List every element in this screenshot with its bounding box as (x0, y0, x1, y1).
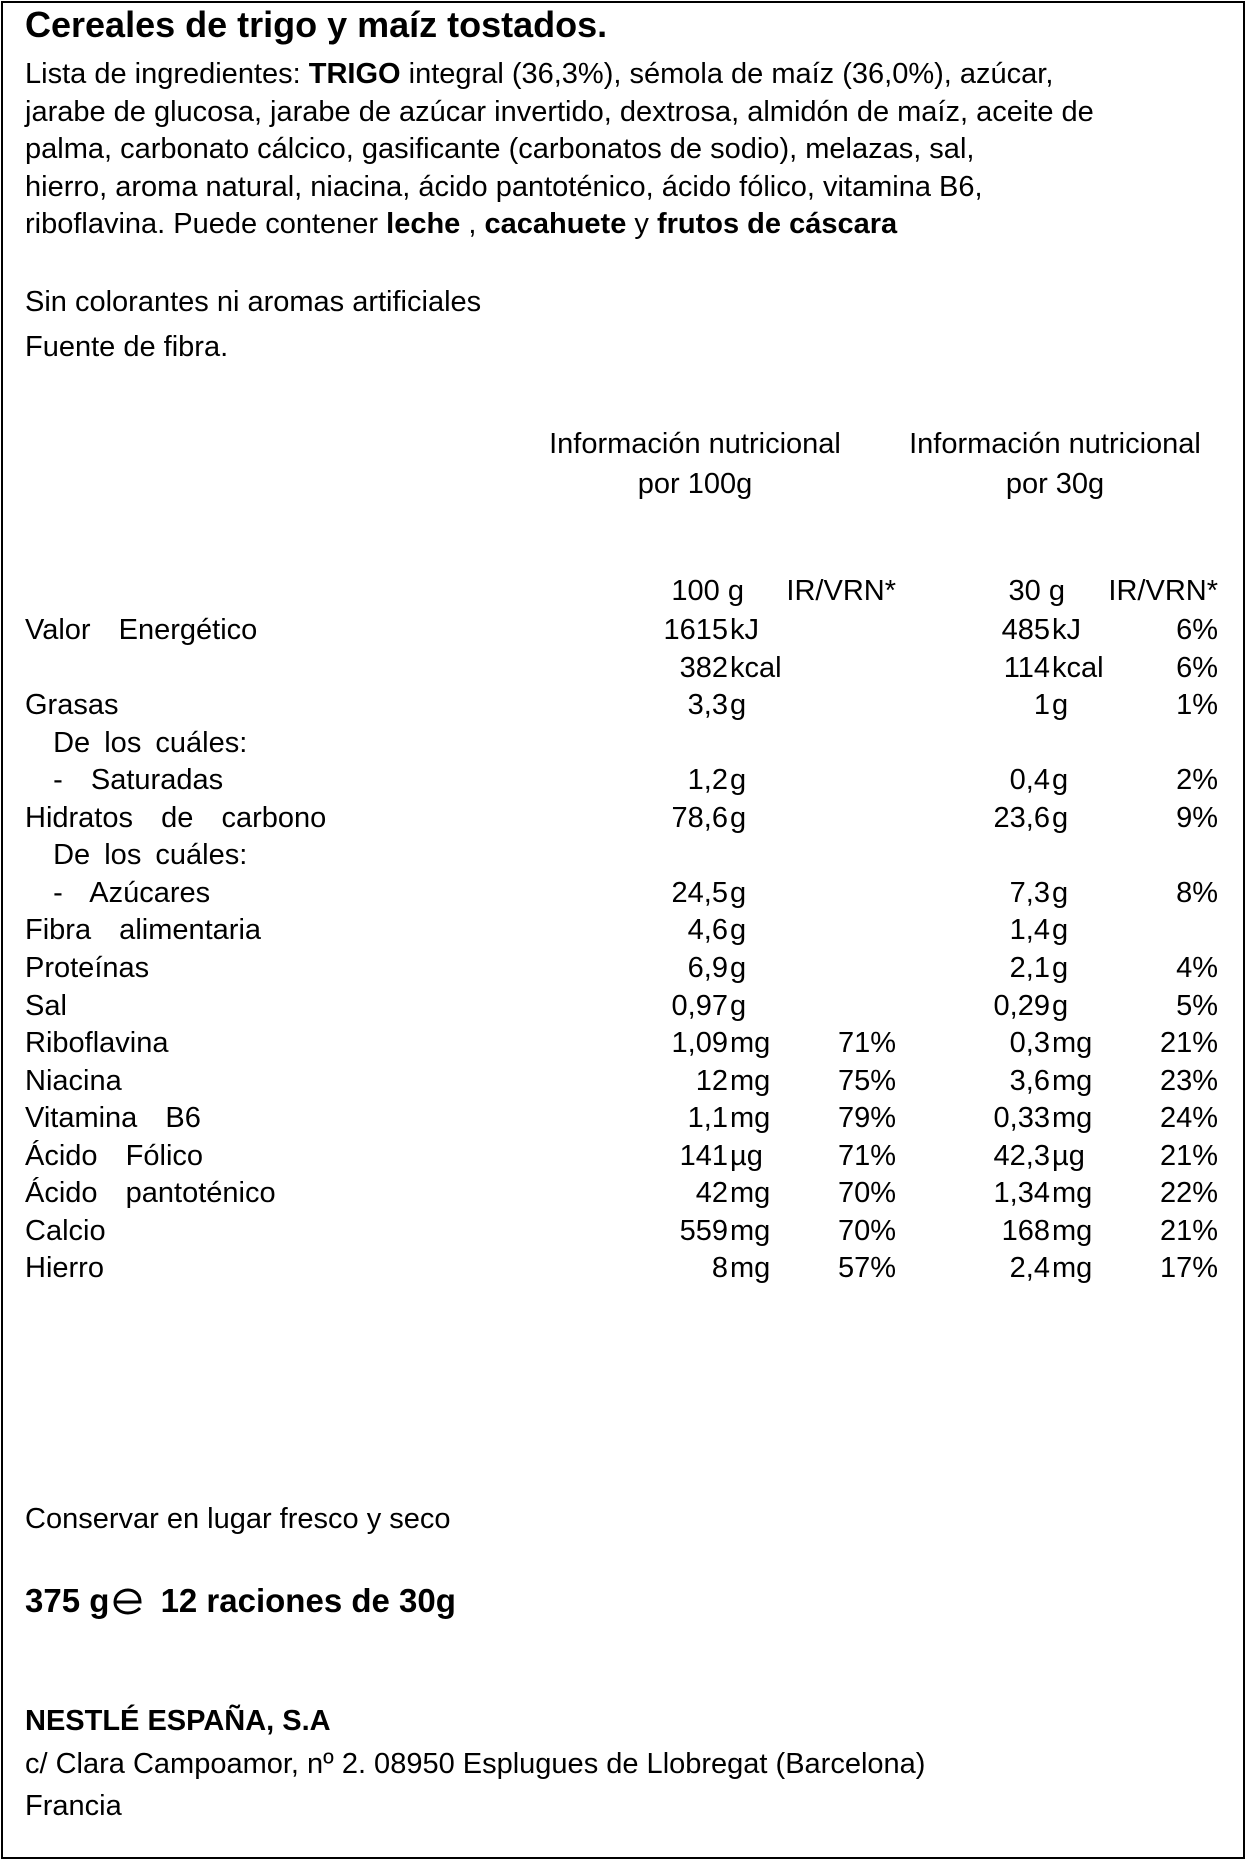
nutrition-row (0, 1215, 1250, 1252)
ingredient-allergen: cacahuete (484, 208, 627, 240)
unit-100g: g (730, 989, 747, 1022)
value-100g: 4,6 (687, 914, 728, 947)
value-100g: 0,97 (671, 989, 728, 1022)
value-100g: 382 (679, 651, 728, 684)
nutrient-name: Grasas (25, 689, 119, 722)
value-100g: 1,2 (687, 764, 728, 797)
header-100g-line1: Información nutricional (549, 428, 841, 460)
ingredient-text: jarabe de glucosa, jarabe de azúcar invertido, dextrosa, almidón de maíz, aceite de (25, 95, 1094, 128)
portions: 12 raciones de 30g (160, 1582, 456, 1619)
nutrition-header-100g (520, 424, 870, 504)
value-30g: 0,33 (993, 1102, 1050, 1135)
value-30g: 1,4 (1009, 914, 1050, 947)
unit-100g: kcal (730, 651, 782, 684)
ingredients-line (25, 94, 1215, 132)
nutrition-row (0, 689, 1250, 726)
value-100g: 141 (679, 1139, 728, 1172)
unit-30g: g (1052, 914, 1069, 947)
value-100g: 24,5 (671, 876, 728, 909)
value-30g: 2,1 (1009, 951, 1050, 984)
value-100g: 1,09 (671, 1027, 728, 1060)
nutrient-name: Fibra alimentaria (25, 914, 262, 947)
value-100g: 42 (695, 1177, 728, 1210)
unit-30g: µg (1052, 1139, 1085, 1172)
ir-30g: 8% (1176, 876, 1218, 909)
unit-100g: g (730, 764, 747, 797)
unit-100g: mg (730, 1027, 771, 1060)
ingredients-line (25, 169, 1215, 207)
value-100g: 8 (711, 1252, 728, 1285)
nutrition-row (0, 914, 1250, 951)
unit-100g: mg (730, 1102, 771, 1135)
unit-30g: g (1052, 764, 1069, 797)
ir-30g: 22% (1159, 1177, 1218, 1210)
unit-30g: mg (1052, 1102, 1093, 1135)
nutrition-row (0, 1102, 1250, 1139)
nutrition-row (0, 1140, 1250, 1177)
value-30g: 7,3 (1009, 876, 1050, 909)
nutrient-name: De los cuáles: (25, 726, 248, 759)
ir-30g: 1% (1176, 689, 1218, 722)
ingredient-allergen: leche (386, 208, 461, 240)
nutrition-row (0, 877, 1250, 914)
unit-30g: kcal (1052, 651, 1104, 684)
unit-100g: µg (730, 1139, 763, 1172)
value-30g: 0,3 (1009, 1027, 1050, 1060)
unit-30g: kJ (1052, 614, 1081, 646)
ir-100g: 79% (837, 1102, 896, 1135)
unit-100g: g (730, 689, 747, 722)
value-100g: 559 (679, 1214, 728, 1247)
nutrient-name: Hierro (25, 1252, 104, 1285)
nutrition-row (0, 652, 1250, 689)
ir-30g: 21% (1159, 1027, 1218, 1060)
column-header-ir-100g: IR/VRN* (786, 575, 896, 607)
unit-100g: g (730, 876, 747, 909)
unit-100g: mg (730, 1252, 771, 1285)
nutrition-row (0, 614, 1250, 651)
nutrient-name: Vitamina B6 (25, 1102, 201, 1135)
unit-100g: kJ (730, 614, 759, 646)
ingredient-text: y (626, 208, 657, 240)
value-100g: 1,1 (687, 1102, 728, 1135)
unit-100g: g (730, 801, 747, 834)
ir-30g: 21% (1159, 1139, 1218, 1172)
ir-30g: 21% (1159, 1214, 1218, 1247)
unit-30g: mg (1052, 1027, 1093, 1060)
value-30g: 3,6 (1009, 1064, 1050, 1097)
unit-100g: mg (730, 1177, 771, 1210)
column-header-30g: 30 g (1008, 575, 1065, 607)
nutrient-name: Hidratos de carbono (25, 801, 327, 834)
ingredient-text: integral (36,3%), sémola de maíz (36,0%), azúcar, (400, 58, 1054, 90)
ir-100g: 71% (837, 1027, 896, 1060)
value-100g: 12 (695, 1064, 728, 1097)
nutrition-row (0, 1065, 1250, 1102)
ingredient-text: hierro, aroma natural, niacina, ácido pantoténico, ácido fólico, vitamina B6, (25, 170, 983, 203)
nutrient-name: Calcio (25, 1214, 106, 1247)
nutrition-row (0, 727, 1250, 764)
value-100g: 78,6 (671, 801, 728, 834)
nutrient-name: Niacina (25, 1064, 122, 1097)
header-30g-line1: Información nutricional (909, 428, 1201, 460)
nutrient-name: De los cuáles: (25, 839, 248, 872)
value-30g: 2,4 (1009, 1252, 1050, 1285)
ir-30g: 4% (1176, 951, 1218, 984)
value-30g: 485 (1001, 614, 1050, 646)
nutrition-row (0, 802, 1250, 839)
ir-100g: 57% (837, 1252, 896, 1285)
unit-30g: g (1052, 989, 1069, 1022)
nutrient-name: Valor Energético (25, 614, 258, 646)
unit-30g: g (1052, 951, 1069, 984)
ingredient-text: riboflavina. Puede contener (25, 208, 387, 240)
net-weight: 375 g (25, 1582, 110, 1619)
claim-no-colorants: Sin colorantes ni aromas artificiales (25, 286, 482, 318)
company-country: Francia (25, 1790, 122, 1822)
column-header-100g: 100 g (671, 575, 744, 607)
nutrient-name: - Azúcares (25, 876, 211, 909)
column-header-ir-30g: IR/VRN* (1108, 575, 1218, 607)
storage-instructions: Conservar en lugar fresco y seco (25, 1503, 451, 1535)
value-100g: 3,3 (687, 689, 728, 722)
ingredient-text: Lista de ingredientes: (25, 58, 309, 90)
unit-30g: mg (1052, 1064, 1093, 1097)
ingredient-allergen: frutos de cáscara (656, 208, 898, 240)
claim-fiber: Fuente de fibra. (25, 331, 229, 363)
ir-100g: 70% (837, 1214, 896, 1247)
nutrition-row (0, 952, 1250, 989)
value-30g: 0,4 (1009, 764, 1050, 797)
ir-100g: 75% (837, 1064, 896, 1097)
ingredients-line (25, 131, 1215, 169)
unit-30g: mg (1052, 1177, 1093, 1210)
value-30g: 1,34 (993, 1177, 1050, 1210)
value-100g: 1615 (663, 614, 728, 646)
ir-100g: 70% (837, 1177, 896, 1210)
net-quantity (25, 1582, 456, 1624)
nutrient-name: Ácido pantoténico (25, 1177, 276, 1210)
ir-30g: 6% (1176, 614, 1218, 646)
ir-30g: 17% (1159, 1252, 1218, 1285)
unit-100g: g (730, 951, 747, 984)
value-30g: 114 (1003, 651, 1050, 684)
unit-100g: g (730, 914, 747, 947)
nutrition-row (0, 839, 1250, 876)
value-100g: 6,9 (687, 951, 728, 984)
nutrient-name: Ácido Fólico (25, 1139, 204, 1172)
value-30g: 0,29 (993, 989, 1050, 1022)
value-30g: 1 (1033, 689, 1050, 722)
company-address: c/ Clara Campoamor, nº 2. 08950 Esplugues de Llobregat (Barcelona) (25, 1748, 926, 1780)
nutrition-row (0, 990, 1250, 1027)
ir-30g: 2% (1176, 764, 1218, 797)
header-100g-line2: por 100g (637, 468, 753, 500)
nutrition-row (0, 1177, 1250, 1214)
ir-100g: 71% (837, 1139, 896, 1172)
header-30g-line2: por 30g (1005, 468, 1105, 500)
company-name: NESTLÉ ESPAÑA, S.A (25, 1705, 331, 1737)
unit-30g: g (1052, 801, 1069, 834)
unit-30g: mg (1052, 1252, 1093, 1285)
nutrient-name: - Saturadas (25, 764, 224, 797)
value-30g: 42,3 (993, 1139, 1050, 1172)
nutrition-row (0, 1027, 1250, 1064)
nutrient-name: Riboflavina (25, 1027, 169, 1060)
unit-30g: g (1052, 876, 1069, 909)
nutrition-row (0, 764, 1250, 801)
ir-30g: 9% (1176, 801, 1218, 834)
ir-30g: 5% (1176, 989, 1218, 1022)
nutrition-header-30g (880, 424, 1230, 504)
ingredients-line (25, 206, 1215, 244)
ir-30g: 6% (1176, 651, 1218, 684)
value-30g: 168 (1001, 1214, 1050, 1247)
ingredients-line (25, 56, 1215, 94)
product-title: Cereales de trigo y maíz tostados. (25, 4, 608, 45)
unit-30g: g (1052, 689, 1069, 722)
ir-30g: 23% (1159, 1064, 1218, 1097)
ingredient-allergen: TRIGO (308, 58, 401, 90)
unit-100g: mg (730, 1064, 771, 1097)
nutrient-name: Proteínas (25, 951, 150, 984)
ingredients-list (25, 56, 1215, 244)
ingredient-text: palma, carbonato cálcico, gasificante (carbonatos de sodio), melazas, sal, (25, 133, 975, 165)
unit-100g: mg (730, 1214, 771, 1247)
ingredient-text: , (460, 208, 485, 240)
nutrition-row (0, 1252, 1250, 1289)
estimated-sign-icon (111, 1586, 145, 1624)
nutrient-name: Sal (25, 989, 67, 1022)
ir-30g: 24% (1159, 1102, 1218, 1135)
unit-30g: mg (1052, 1214, 1093, 1247)
value-30g: 23,6 (993, 801, 1050, 834)
